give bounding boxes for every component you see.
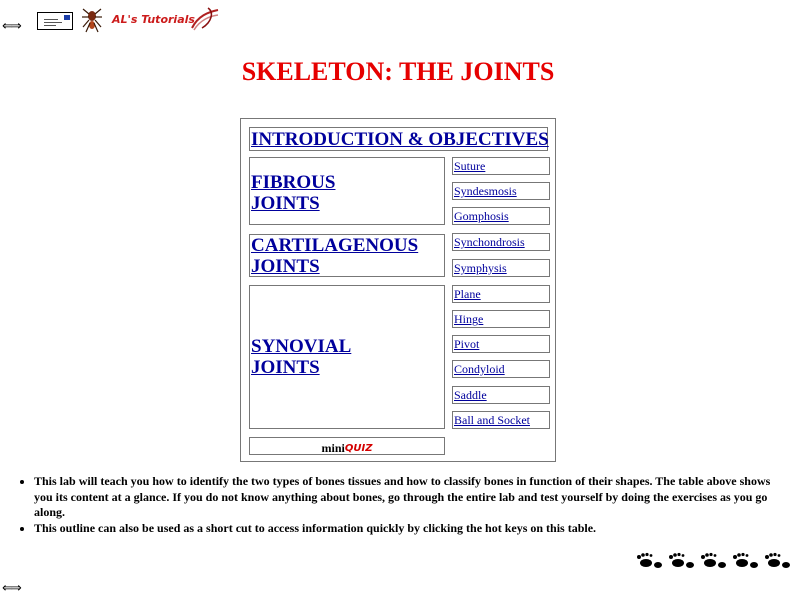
fibrous-label-line2: JOINTS — [251, 193, 320, 214]
mail-line — [44, 22, 62, 23]
plane-link[interactable]: Plane — [454, 287, 481, 301]
symphysis-link[interactable]: Symphysis — [454, 261, 507, 275]
back-forward-arrows-icon[interactable]: ⇐⇒ — [2, 19, 20, 34]
pivot-cell — [452, 335, 550, 353]
suture-link[interactable]: Suture — [454, 159, 486, 173]
saddle-cell — [452, 386, 550, 404]
footprints-icon[interactable] — [636, 551, 664, 571]
bullet-item: • This lab will teach you how to identify the two types of bones tissues and how to classify bones in function of their shapes. The table above shows you its content at a glance. If you do not know anything about bones, go through the entire lab and test yourself by doing the exercises as you go along. — [34, 474, 796, 521]
synovial-label-line1: SYNOVIAL — [251, 336, 352, 357]
fibrous-joints-cell — [249, 157, 445, 225]
bullet-item: • This outline can also be used as a short cut to access information quickly by clicking the hot keys on this table. — [34, 521, 796, 537]
bottom-back-forward-arrows-icon[interactable]: ⇐⇒ — [2, 581, 20, 596]
cartilagenous-joints-link[interactable] — [251, 235, 418, 277]
mail-icon[interactable] — [37, 12, 73, 30]
fibrous-joints-link[interactable] — [251, 172, 335, 214]
ball-and-socket-cell — [452, 411, 550, 429]
stamp-icon — [64, 15, 70, 20]
symphysis-cell — [452, 259, 550, 277]
syndesmosis-cell — [452, 182, 550, 200]
intro-bullet-list — [0, 474, 796, 536]
mini-quiz-mini-text[interactable]: mini — [321, 441, 345, 455]
pivot-link[interactable]: Pivot — [454, 337, 480, 351]
gomphosis-cell — [452, 207, 550, 225]
top-nav — [0, 0, 796, 40]
spider-icon[interactable] — [80, 6, 104, 34]
footprints-icon[interactable] — [732, 551, 760, 571]
intro-cell — [249, 127, 548, 151]
hinge-link[interactable]: Hinge — [454, 312, 484, 326]
cartilagenous-joints-cell — [249, 234, 445, 277]
footprints-icon[interactable] — [764, 551, 792, 571]
suture-cell — [452, 157, 550, 175]
cartilagenous-label-line2: JOINTS — [251, 256, 320, 277]
footprint-logo-icon[interactable] — [188, 6, 222, 34]
gomphosis-link[interactable]: Gomphosis — [454, 209, 509, 223]
content-table — [240, 118, 556, 462]
mini-quiz-word[interactable]: QUIZ — [344, 443, 373, 454]
mail-line — [44, 19, 58, 20]
plane-cell — [452, 285, 550, 303]
page-title: SKELETON: THE JOINTS — [241, 57, 555, 86]
footprints-icon[interactable] — [668, 551, 696, 571]
hinge-cell — [452, 310, 550, 328]
synovial-joints-link[interactable] — [251, 336, 351, 378]
saddle-link[interactable]: Saddle — [454, 388, 487, 402]
ball-and-socket-link[interactable]: Ball and Socket — [454, 413, 530, 427]
footprints-nav[interactable] — [636, 551, 792, 571]
brand-link[interactable]: AL's Tutorials — [112, 13, 195, 26]
syndesmosis-link[interactable]: Syndesmosis — [454, 184, 517, 198]
synovial-label-line2: JOINTS — [251, 357, 320, 378]
condyloid-cell — [452, 360, 550, 378]
synchondrosis-link[interactable]: Synchondrosis — [454, 235, 525, 249]
synovial-joints-cell — [249, 285, 445, 429]
fibrous-label-line1: FIBROUS — [251, 172, 336, 193]
intro-objectives-link[interactable]: INTRODUCTION & OBJECTIVES — [251, 129, 549, 150]
synchondrosis-cell — [452, 233, 550, 251]
mail-line — [44, 25, 56, 26]
condyloid-link[interactable]: Condyloid — [454, 362, 505, 376]
mini-quiz-cell[interactable] — [249, 437, 445, 455]
cartilagenous-label-line1: CARTILAGENOUS — [251, 235, 419, 256]
footprints-icon[interactable] — [700, 551, 728, 571]
